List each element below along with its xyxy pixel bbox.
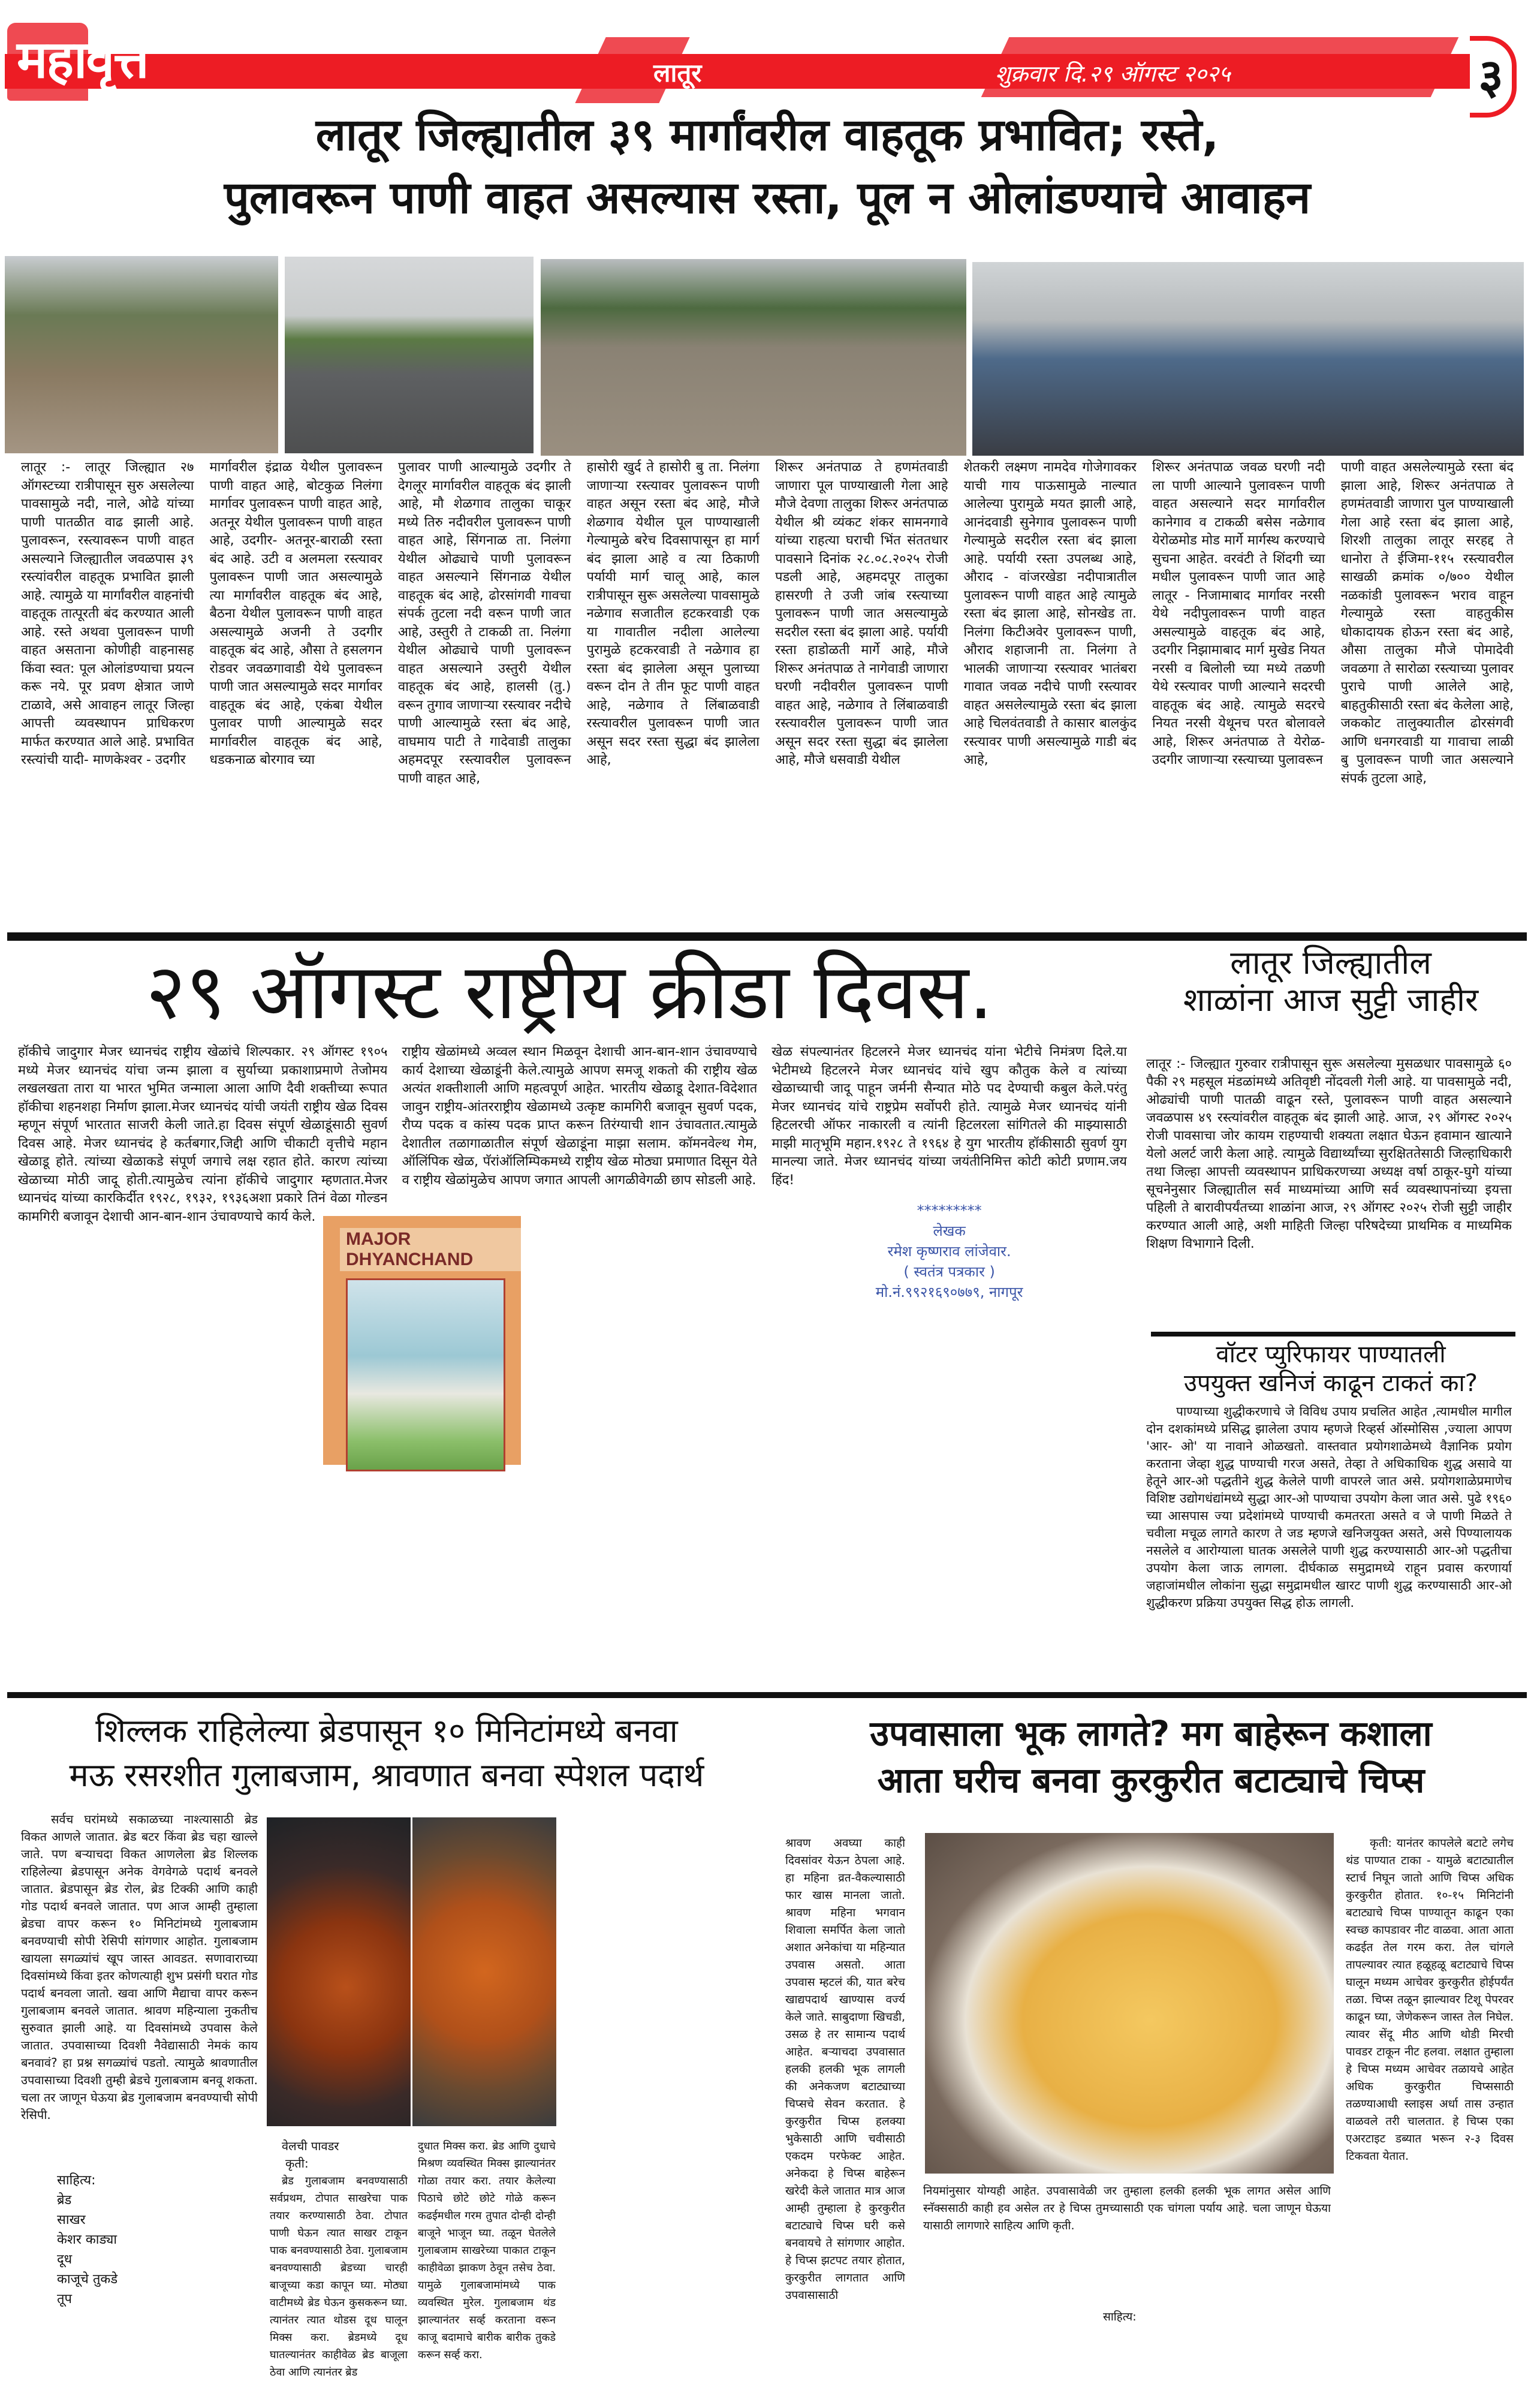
gulabjam-ingredients [21,2171,258,2309]
gulabjam-headline-line1: शिल्लक राहिलेल्या ब्रेडपासून १० मिनिटांमध्ये बनवा [95,1712,678,1750]
chips-headline-line2: आता घरीच बनवा कुरकुरीत बटाट्याचे चिप्स [877,1760,1425,1801]
ingredients-label: साहित्य: [57,2173,96,2188]
schools-headline [1139,944,1523,1019]
lead-headline-line1: लातूर जिल्ह्यातील ३९ मार्गांवरील वाहतूक प्रभावित; रस्ते, [315,109,1219,161]
water-headline-line2: उपयुक्त खनिजं काढून टाकतं का? [1183,1369,1478,1397]
officials-umbrella-road-photo [285,257,534,453]
water-headline [1139,1340,1523,1398]
water-body: पाण्याच्या शुद्धीकरणाचे जे विविध उपाय प्रचलित आहेत ,त्यामधील मागील दोन दशकांमध्ये प्रसिद्ध झालेला उपाय म्हणजे रिव्हर्स ऑस्मोसिस ,ज्याला आपण 'आर- ओ' या नावाने ओळखतो. वास्तवात प्रयोगशाळेमध्ये वैज्ञानिक प्रयोग करताना जेव्हा शुद्ध पाण्याची गरज असते, तेव्हा ते अधिकाधिक शुद्ध असावे या हेतूने आर-ओ पद्धतीने शुद्ध केलेले पाणी वापरले जात असे. प्रयोगशाळेप्रमाणेच विशिष्ट उद्योगधंद्यांमध्ये सुद्धा आर-ओ पाण्याचा उपयोग केला जात असे. पुढे १९६० च्या आसपास ज्या प्रदेशांमध्ये पाण्याची कमतरता असते व जे पाणी मिळते ते चवीला मचूळ लागते कारण ते जड म्हणजे खनिजयुक्त असते, असे पिण्यालायक नसलेले व आरोग्याला घातक असलेले पाणी शुद्ध करण्यासाठी आर-ओ पद्धतीचा उपयोग केला जाऊ लागला. दीर्घकाळ समुद्रामध्ये राहून प्रवास करणार्या जहाजांमधील लोकांना सुद्धा समुद्रामधील खारट पाणी शुद्ध करण्यासाठी आर-ओ शुद्धीकरण प्रक्रिया उपयुक्त सिद्ध होऊ लागली. [1146,1404,1512,1610]
lead-column-1: लातूर :- लातूर जिल्ह्यात २७ ऑगस्टच्या रात्रीपासून सुरु असलेल्या पावसामुळे नदी, नाले, ओढे यांच्या पाणी पातळीत वाढ झाली आहे. पुलावरून, रस्त्यावरून पाणी वाहत असल्याने जिल्ह्यातील जवळपास ३९ रस्त्यांवरील वाहतूक प्रभावित झाली आहे. त्यामुळे या मार्गांवरील वाहनांची वाहतूक तात्पूरती बंद करण्यात आली आहे. रस्ते अथवा पुलावरून पाणी वाहत असताना कोणीही वाहनासह किंवा स्वत: पूल ओलांडण्याचा प्रयत्न करू नये. पूर प्रवण क्षेत्रात जाणे टाळावे, असे आवाहन लातूर जिल्हा आपत्ती व्यवस्थापन प्राधिकरण मार्फत करण्यात आले आहे. प्रभावित रस्त्यांची यादी- माणकेश्वर - उदगीर [21,460,194,767]
schools-headline-line2: शाळांना आज सुट्टी जाहीर [1183,981,1479,1019]
author-label: लेखक [933,1223,966,1239]
chips-mid-column [923,2183,1331,2326]
author-name: रमेश कृष्णराव लांजेवार. [887,1243,1011,1260]
method-label: कृती: [285,2156,309,2171]
lead-headline-line2: पुलावरून पाणी वाहत असल्यास रस्ता, पूल न ओलांडण्याचे आवाहन [224,172,1311,224]
ingredient-item: काजूचे तुकडे [57,2272,118,2287]
lead-column-4: हासोरी खुर्द ते हासोरी बु ता. निलंगा जाणाऱ्या रस्त्यावर पुलावरून पाणी वाहत असून रस्ता बंद आहे, मौजे शेळगाव येथील पूल पाण्याखाली गेल्यामुळे बरेच दिवसापासून हा मार्ग बंद झाला आहे व त्या ठिकाणी पर्यायी मार्ग चालू आहे, काल रात्रीपासून सुरू असलेल्या पावसामुळे नळेगाव सजातील हटकरवाडी एक या गावातील नदीला आलेल्या पुरामुळे हटकरवाडी ते नळेगाव हा रस्ता बंद झालेला असून पुलाच्या वरून दोन ते तीन फूट पाणी वाहत आहे, नळेगाव ते लिंबाळवाडी रस्त्यावरील पुलावरून पाणी जात असून सदर रस्ता सुद्धा बंद झालेला आहे, [586,460,760,767]
ingredient-item: केशर काड्या [57,2232,117,2247]
sports-day-body [18,1043,1127,1691]
ingredient-item: तूप [57,2292,73,2307]
illustration-caption: MAJOR DHYANCHAND [340,1228,521,1271]
potato-chips-bowl-photo [925,1833,1334,2174]
sports-column-3 [771,1043,1127,1691]
gulabjam-headline-line2: मऊ रसरशीत गुलाबजाम, श्रावणात बनवा स्पेशल पदार्थ [69,1756,704,1794]
edition-city: लातूर [653,58,702,88]
lead-column-2: मार्गावरील इंद्राळ येथील पुलावरून पाणी वाहत आहे, बोटकुळ निलंगा मार्गावर पुलावरून पाणी वाहत आहे, अतनूर येथील पुलावरून पाणी वाहत आहे, उदगीर- अतनूर-बाराळी रस्ता बंद आहे. उटी व अलमला रस्त्यावर पुलावरून पाणी जात असल्यामुळे त्या मार्गावरील वाहतूक बंद आहे, बैठना येथील पुलावरून पाणी वाहत असल्यामुळे अजनी ते उदगीर वाहतूक बंद आहे, औसा ते हसलगन रोडवर जवळगावाडी येथे पुलावरून पाणी जात असल्यामुळे सदर मार्गावर वाहतूक बंद आहे, एकंबा येथील पुलावर पाणी आल्यामुळे सदर मार्गावरील वाहतूक बंद आहे, धडकनाळ बोरगाव च्या [209,460,382,767]
sports-paragraph-2: राष्ट्रीय खेळांमध्ये अव्वल स्थान मिळवून देशाची आन-बान-शान उंचावण्याचे कार्य देशाच्या खेळाडूंनी केले.त्यामुळे आपण समजू शकतो की राष्ट्रीय खेळ अत्यंत शक्तीशाली आणि महत्वपूर्ण आहेत. भारतीय खेळाडू देशात-विदेशात जावुन राष्ट्रीय-आंतरराष्ट्रीय खेळामध्ये उत्कृष्ट कामगिरी बजावून सुवर्ण पदक, रौप्य पदक व कांस्य पदक प्राप्त करून तिरंग्याची शान उंचावतात.त्यामुळे देशातील तळागाळातील संपूर्ण खेळाडूंना माझा सलाम. कॉमनवेल्थ गेम, ऑलिंपिक खेळ, पॅरांऑलिम्पिकमध्ये राष्ट्रीय खेळ मोठ्या प्रमाणात दिसून येते व राष्ट्रीय खेळांमुळेच आपण जगात आपली आगळीवेगळी छाप सोडली आहे. [402,1045,758,1188]
chips-ingredients-label: साहित्य: [1103,2310,1137,2323]
ingredient-item: साखर [57,2213,86,2228]
page-number: ३ [1478,49,1503,104]
gulabjam-method-part2: दुधात मिक्स करा. ब्रेड आणि दुधाचे मिश्रण व्यवस्थित मिक्स झाल्यानंतर गोळा तयार करा. तयार केलेल्या पिठाचे छोटे छोटे गोळे करून कढईमधील गरम तुपात दोन्ही दोन्ही बाजूने भाजून घ्या. तळून घेतलेले गुलाबजाम साखरेच्या पाकात टाकून काहीवेळा झाकण ठेवून तसेच ठेवा. यामुळे गुलाबजामांमध्ये पाक व्यवस्थित मुरेल. गुलाबजाम थंड झाल्यानंतर सर्व्ह करताना वरून काजू बदामाचे बारीक बारीक तुकडे करून सर्व्ह करा. [418,2140,556,2361]
byline-separator: ********* [917,1202,982,1219]
lead-story-body [21,459,1514,926]
lead-column-3: पुलावर पाणी आल्यामुळे उदगीर ते देगलूर मार्गावरील वाहतूक बंद झाली आहे, मौ शेळगाव तालुका चाकूर मध्ये तिरु नदीवरील पुलावरून पाणी वाहत आहे, सिंगनाळ ता. निलंगा येथील ओढ्याचे पाणी पुलावरून वाहत असल्याने सिंगनाळ येथील वाहतूक बंद आहे, ढोरसांगवी गावचा संपर्क तुटला नदी वरून पाणी जात आहे, उस्तुरी ते टाकळी ता. निलंगा येथील ओढ्याचे पाणी पुलावरून वाहत असल्याने उस्तुरी येथील वाहतूक बंद आहे, हालसी (तु.) वरून तुगाव जाणाऱ्या रस्त्यावर नदीचे पाणी आल्यामुळे रस्ता बंद आहे, वाघमाय पाटी ते गादेवाडी तालुका अहमदपूर रस्त्यावरील पुलावरून पाणी वाहत आहे, [398,460,571,786]
author-role: ( स्वतंत्र पत्रकार ) [903,1263,995,1280]
ingredient-item: ब्रेड [57,2193,72,2208]
chips-intro-cont: नियमांनुसार योग्यही आहेत. उपवासावेळी जर तुम्हाला हलकी हलकी भूक लागत असेल आणि स्नॅक्ससाठी काही हव असेल तर हे चिप्स तुमच्यासाठी एक चांगला पर्याय आहे. चला जाणून घेऊया यासाठी लागणारे साहित्य आणि कृती. [923,2184,1331,2232]
author-byline [771,1200,1127,1302]
chips-method: कृती: यानंतर कापलेले बटाटे लगेच थंड पाण्यात टाका - यामुळे बटाट्यातील स्टार्च निघून जातो आणि चिप्स अधिक कुरकुरीत होतात. १०-१५ मिनिटांनी बटाट्याचे चिप्स पाण्यातून काढून एका स्वच्छ कापडावर नीट वाळवा. आता आता कढईत तेल गरम करा. तेल चांगले तापल्यावर त्यात हळूहळू बटाट्याचे चिप्स घालून मध्यम आचेवर कुरकुरीत होईपर्यंत तळा. चिप्स तळून झाल्यावर टिशू पेपरवर काढून घ्या, जेणेकरून जास्त तेल निघेल. त्यावर सेंदू मीठ आणि थोडी मिरची पावडर टाकून नीट हलवा. लक्षात तुम्हाला हे चिप्स मध्यम आचेवर तळायचे आहेत अधिक कुरकुरीत चिप्ससाठी तळण्याआधी स्लाइस अर्धा तास उन्हात वाळवले तरी चालतात. हे चिप्स एका एअरटाइट डब्यात भरून २-३ दिवस टिकवता येतात. [1346,1837,1514,2163]
gulabjam-headline [12,1709,761,1798]
flooded-road-photo [541,259,966,456]
water-headline-line1: वॉटर प्युरिफायर पाण्यातली [1216,1341,1446,1368]
sports-paragraph-1: हॉकीचे जादुगार मेजर ध्यानचंद राष्ट्रीय खेळांचे शिल्पकार. २९ ऑगस्ट १९०५ मध्ये मेजर ध्यानचंद यांचा जन्म झाला व सुर्याच्या प्रकाशाप्रमाणे तेजोमय लखलखता तारा या भारत भुमित जन्माला आला आणि दैवी शक्तीच्या रूपात हॉकीचा शहनशहा निर्माण झाला.मेजर ध्यानचंद यांची जयंती राष्ट्रीय खेळ दिवस म्हणून संपूर्ण भारतात साजरी केली जाते.हा दिवस संपूर्ण खेळाडूंसाठी सुवर्ण दिवस आहे. मेजर ध्यानचंद हे कर्तबगार,जिद्दी आणि चीकाटी वृत्तीचे महान खेळाडू होते. त्यांच्या खेळाकडे संपूर्ण जगाचे लक्ष रहात होते. कारण त्यांच्या खेळाच्या मोठी जादू होती.त्यामुळेच त्यांना हॉकीचे जादुगार म्हणतात.मेजर ध्यानचंद यांच्या कारकिर्दीत १९२८, १९३२, १९३६अशा प्रकारे तिनं वेळा गोल्डन कामगिरी बजावून देशाची आन-बान-शान उंचावण्याचे कार्य केले. [18,1045,388,1224]
gulabjam-intro: सर्वच घरांमध्ये सकाळच्या नाश्त्यासाठी ब्रेड विकत आणले जातात. ब्रेड बटर किंवा ब्रेड चहा खाल्ले जाते. पण बऱ्याचदा विकत आणलेला ब्रेड शिल्लक राहिलेल्या ब्रेडपासून अनेक वेगवेगळे पदार्थ बनवले जातात. ब्रेडपासून ब्रेड रोल, ब्रेड टिक्की आणि काही गोड पदार्थ बनवले जातात. पण आज आम्ही तुम्हाला ब्रेडचा वापर करून १० मिनिटांमध्ये गुलाबजाम बनवण्याची सोपी रेसिपी सांगणार आहोत. गुलाबजाम खायला सगळ्यांचं खूप जास्त आवडत. सणावाराच्या दिवसांमध्ये किंवा इतर कोणत्याही शुभ प्रसंगी घरात गोड पदार्थ बनवला जातो. खवा आणि मैद्याचा वापर करून गुलाबजाम बनवले जातात. श्रावण महिन्याला नुकतीच सुरुवात झाली आहे. या दिवसांमध्ये उपवास केले जातात. उपवासाच्या दिवशी नैवेद्यासाठी नेमकं काय बनवावं? हा प्रश्न सगळ्यांचं पडतो. त्यामुळे श्रावणातील उपवासाच्या दिवशी तुम्ही ब्रेडचे गुलाबजाम बनवू शकता. चला तर जाणून घेऊया ब्रेड गुलाबजाम बनवण्याची सोपी रेसिपी. [21,1812,258,2122]
lead-column-5: शिरूर अनंतपाळ ते हणमंतवाडी जाणारा पूल पाण्याखाली गेला आहे मौजे देवणा तालुका शिरूर अनंतपाळ येथील श्री व्यंकट शंकर सामनगावे यांच्या राहत्या घराची भिंत संततधार पावसाने दिनांक २८.०८.२०२५ रोजी पडली आहे, अहमदपूर तालुका हासरणी ते उजी जांब रस्त्याच्या पुलावरून पाणी जात असल्यामुळे सदरील रस्ता बंद झाला आहे. पर्यायी रस्ता हाडोळती मार्गे आहे, मौजे शिरूर अनंतपाळ ते नागेवाडी जाणारा घरणी नदीवरील पुलावरून पाणी वाहत आहे, नळेगाव ते लिंबाळवाडी रस्त्यावरील पुलावरून पाणी जात असून सदर रस्ता सुद्धा बंद झालेला आहे, मौजे धसवाडी येथील [775,460,948,767]
gulabjam-method-column-1 [270,2138,408,2400]
hockey-player-painting [346,1278,505,1471]
lead-column-6: शेतकरी लक्ष्मण नामदेव गोजेगावकर याची गाय पाऊसामुळे नाल्यात आलेल्या पुरामुळे मयत झाली आहे, आनंदवाडी सुनेगाव पुलावरून पाणी गेल्यामुळे सदरील रस्ता बंद झाला आहे. पर्यायी रस्ता उपलब्ध आहे, औराद - वांजरखेडा नदीपात्रातील पुलावरून पाणी वाहत आहे त्यामुळे रस्ता बंद झाला आहे, सोनखेड ता. निलंगा किटीअवेर पुलावरून पाणी, औराद शहाजानी ता. निलंगा ते भालकी जाणाऱ्या रस्त्यावर भातंबरा गावात जवळ नदीचे पाणी रस्त्यावर वाहत असलेल्यामुळे रस्ता बंद झाला आहे चिलवंतवाडी ते कासार बालकुंद रस्त्यावर पाणी असल्यामुळे गाडी बंद आहे, [963,460,1137,767]
gulabjam-intro-column [21,1811,258,2309]
chips-headline [773,1710,1529,1804]
newspaper-logo: महावृत्त [17,30,148,90]
ingredient-item: दूध [57,2252,73,2267]
issue-date: शुक्रवार दि.२९ ऑगस्ट २०२५ [995,61,1231,87]
lead-column-7: शिरूर अनंतपाळ जवळ घरणी नदी ला पाणी आल्याने पुलावरून पाणी वाहत असल्याने सदर मार्गावरील कानेगाव व टाकळी बसेस नळेगाव येरोळमोड मोड मार्गे मार्गस्थ करण्याचे सुचना आहेत. वरवंटी ते शिंदगी च्या मधील पुलावरून पाणी जात आहे लातूर - निजामाबाद मार्गावर नरसी येथे नदीपुलावरून पाणी वाहत असल्यामुळे वाहतूक बंद आहे, उदगीर निझामाबाद मार्ग मुखेड नियत नरसी व बिलोली च्या मध्ये तळणी येथे रस्त्यावर पाणी आल्याने सदरची वाहतूक बंद आहे. त्यामुळे सदरचे नियत नरसी येथूनच परत बोलावले आहे, शिरूर अनंतपाळ ते येरोळ-उदगीर जाणाऱ्या रस्त्याच्या पुलावरून [1152,460,1325,767]
dhyanchand-illustration [321,1214,523,1467]
schools-body: लातूर :- जिल्ह्यात गुरुवार रात्रीपासून सुरू असलेल्या मुसळधार पावसामुळे ६० पैकी २९ महसूल मंडळांमध्ये अतिवृष्टी नोंदवली गेली आहे. या पावसामुळे नदी, ओढ्यांची पाणी पातळी वाढून रस्ते, पुलावरून पाणी वाहत असल्याने जवळपास ४९ रस्त्यांवरील वाहतूक बंद झाली आहे. आज, २९ ऑगस्ट २०२५ रोजी पावसाचा जोर कायम राहण्याची शक्यता लक्षात घेऊन हवामान खात्याने येलो अलर्ट जारी केला आहे. त्यामुळे विद्यार्थ्यांच्या सुरक्षिततेसाठी जिल्हाधिकारी तथा जिल्हा आपत्ती व्यवस्थापन प्राधिकरणच्या अध्यक्ष वर्षा ठाकूर-घुगे यांच्या सूचनेनुसार जिल्ह्यातील सर्व माध्यमांच्या आणि सर्व व्यवस्थापनांच्या इयत्ता पहिली ते बारावीपर्यंतच्या शाळांना आज, २९ ऑगस्ट २०२५ रोजी सुट्टी जाहीर करण्यात आली आहे, अशी माहिती जिल्हा परिषदेच्या प्राथमिक व माध्यमिक शिक्षण विभागाने दिली. [1146,1056,1512,1251]
author-contact: मो.नं.९९२१६९०७७९, नागपूर [875,1284,1023,1301]
gulabjam-bowl-photo [412,1817,556,2126]
flooded-bridge-photo [5,256,278,453]
sports-day-headline: २९ ऑगस्ट राष्ट्रीय क्रीडा दिवस. [146,947,993,1037]
water-section-divider [1151,1332,1515,1337]
gulabjam-method-part1: ब्रेड गुलाबजाम बनवण्यासाठी सर्वप्रथम, टोपात साखरेचा पाक तयार करण्यासाठी ठेवा. टोपात पाणी घेऊन त्यात साखर टाकून पाक बनवण्यासाठी ठेवा. गुलाबजाम बनवण्यासाठी ब्रेडच्या चारही बाजूच्या कडा कापून घ्या. मोठ्या वाटीमध्ये ब्रेड घेऊन कुसकरून घ्या. त्यानंतर त्यात थोडस दूध घालून मिक्स करा. ब्रेडमध्ये दूध घातल्यानंतर काहीवेळ ब्रेड बाजूला ठेवा आणि त्यानंतर ब्रेड [270,2175,408,2379]
masthead-band [5,54,1497,89]
section-divider [7,932,1527,941]
chips-intro: श्रावण अवघ्या काही दिवसांवर येऊन ठेपला आहे. हा महिना व्रत-वैकल्यासाठी फार खास मानला जातो. श्रावण महिना भगवान शिवाला समर्पित केला जातो अशात अनेकांचा या महिन्यात उपवास असतो. आता उपवास म्हटलं की, यात बरेच खाद्यपदार्थ खाण्यास वर्ज्य केले जाते. साबुदाणा खिचडी, उसळ हे तर सामान्य पदार्थ आहेत. बऱ्याचदा उपवासात हलकी हलकी भूक लागली की अनेकजण बटाट्याच्या चिप्सचे सेवन करतात. हे कुरकुरीत चिप्स हलक्या भुकेसाठी आणि चवीसाठी एकदम परफेक्ट आहेत. अनेकदा हे चिप्स बाहेरून खरेदी केले जातात मात्र आज आम्ही तुम्हाला हे कुरकुरीत बटाट्याचे चिप्स घरी कसे बनवायचे ते सांगणार आहोत. हे चिप्स झटपट तयार होतात, कुरकुरीत लागतात आणि उपवासासाठी [785,1837,905,2302]
schools-headline-line1: लातूर जिल्ह्यातील [1230,944,1431,982]
page-number-badge [1470,36,1517,118]
lead-column-8: पाणी वाहत असलेल्यामुळे रस्ता बंद झाला आहे, शिरूर अनंतपाळ ते हणमंतवाडी जाणारा पुल पाण्याखाली गेला आहे रस्ता बंद झाला आहे, शिरशी तालुका लातूर सरहद्द ते धानोरा ते ईजिमा-११५ रस्त्यावरील साखळी क्रमांक ०/७०० येथील नळकांडी पुलावरून भराव वाहून गेल्यामुळे रस्ता वाहतुकीस धोकादायक होऊन रस्ता बंद आहे, औसा तालुका मौजे पोमादेवी जवळगा ते सारोळा रस्त्याच्या पुलावर पुराचे पाणी आलेले आहे, बाहतुकीसाठी रस्ता बंद केलेला आहे, जककोट तालुक्यातील ढोरसंगवी आणि धनगरवाडी या गावाचा लाळी बु पुलावरून पाणी जात असल्याने संपर्क तुटला आहे, [1340,460,1514,786]
gulabjam-syrup-photo [267,1817,411,2126]
sports-paragraph-3: खेळ संपल्यानंतर हिटलरने मेजर ध्यानचंद यांना भेटीचे निमंत्रण दिले.या भेटीमध्ये हिटलरने मेजर ध्यानचंद यांचे खुप कौतुक केले व त्यांच्या खेळाच्याची जादू पाहून जर्मनी सैन्यात मोठे पद देण्याची कबुल केले.परंतु मेजर ध्यानचंद यांचे राष्ट्रप्रेम सर्वोपरी होते. त्यामुळे मेजर ध्यानचंद यांनी हिटलरची ऑफर नाकारली व त्यांनी हिटलरला सांगितले की माझ्यासाठी माझी मातृभूमि महान.१९२८ ते १९६४ हे युग भारतीय हॉकीसाठी सुवर्ण युग मानल्या जाते. मेजर ध्यानचंद यांच्या जयंतीनिमित्त कोटी कोटी प्रणाम.जय हिंद! [771,1045,1127,1188]
bottom-section-divider [7,1692,1527,1698]
chips-headline-line1: उपवासाला भूक लागते? मग बाहेरून कशाला [870,1713,1432,1754]
officials-inspection-group-photo [972,262,1524,456]
last-ingredient: वेलची पावडर [282,2139,339,2153]
